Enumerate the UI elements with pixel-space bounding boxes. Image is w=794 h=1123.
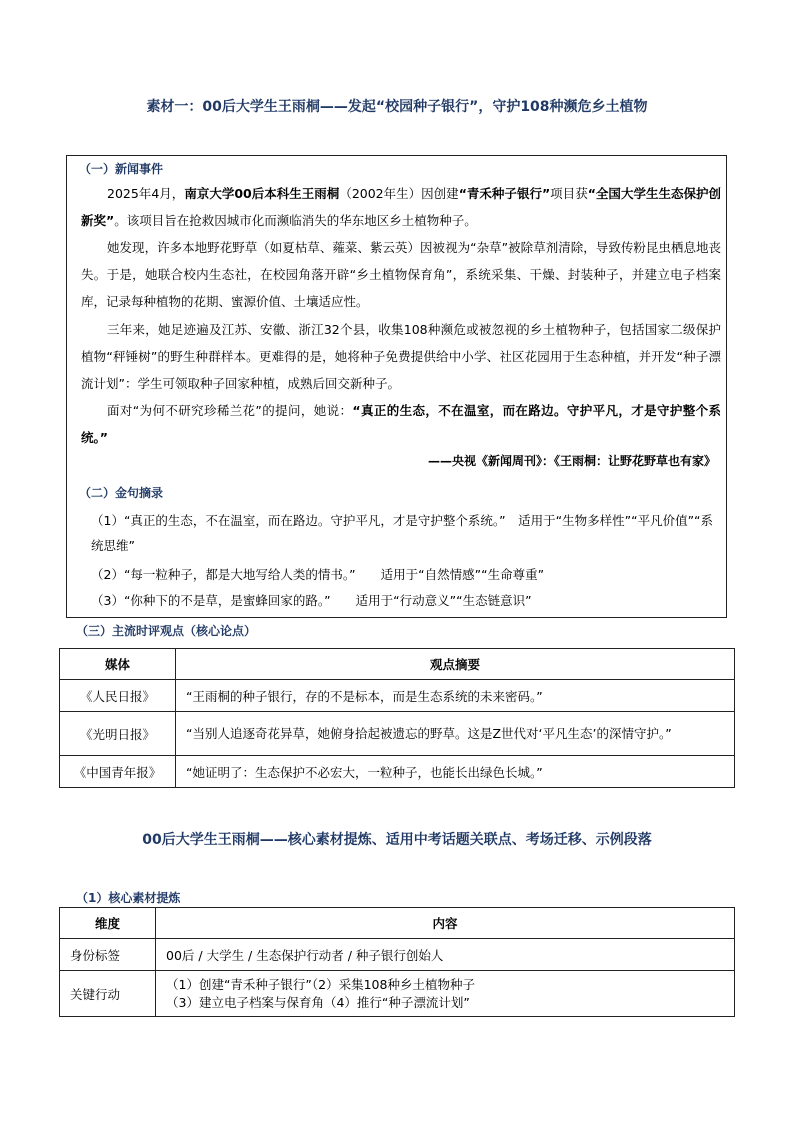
- news-section-label: （一）新闻事件: [79, 162, 164, 176]
- news-paragraph-2: 她发现，许多本地野花野草（如夏枯草、蕹菜、紫云英）因被视为“杂草”被除草剂清除，导致传粉昆虫栖息地丧失。于是，她联合校内生态社，在校园角落开辟“乡土植物保育角”，系统采集、干燥、封装种子，并建立电子档案库，记录每种植物的花期、蜜源价值、土壤适应性。: [81, 240, 721, 309]
- quotes-section-label: （二）金句摘录: [79, 486, 164, 500]
- comments-section-label: （三）主流时评观点（核心论点）: [76, 624, 257, 638]
- core-content-line: （1）创建“青禾种子银行”（2）采集108种乡土植物种子: [166, 976, 475, 992]
- table-row: [60, 971, 735, 1017]
- media-name: 《中国青年报》: [60, 756, 176, 788]
- core-content: 00后 / 大学生 / 生态保护行动者 / 种子银行创始人: [156, 939, 735, 971]
- table-header-cell: 媒体: [60, 649, 176, 680]
- table-row: [60, 756, 735, 788]
- core-content-line: （3）建立电子档案与保育角（4）推行“种子漂流计划”: [166, 994, 470, 1010]
- table-row: [60, 939, 735, 971]
- news-box: [66, 155, 727, 618]
- page-title: 素材一：00后大学生王雨桐——发起“校园种子银行”，守护108种濒危乡土植物: [146, 99, 648, 115]
- table-header-cell: 维度: [60, 908, 156, 939]
- news-paragraph-3: 三年来，她足迹遍及江苏、安徽、浙江32个县，收集108种濒危或被忽视的乡土植物种子，包括国家二级保护植物“秤锤树”的野生种群样本。更难得的是，她将种子免费提供给中小学、社区花园用于生态种植，并开发“种子漂流计划”：学生可领取种子回家种植，成熟后回交新种子。: [81, 322, 721, 391]
- table-header-cell: 观点摘要: [176, 649, 735, 680]
- media-comment: “她证明了：生态保护不必宏大，一粒种子，也能长出绿色长城。”: [176, 756, 735, 788]
- core-section-label: （1）核心素材提炼: [76, 891, 181, 905]
- core-dimension: 身份标签: [60, 939, 156, 971]
- news-paragraph-4: 面对“为何不研究珍稀兰花”的提问，她说：“真正的生态，不在温室，而在路边。守护平凡，才是守护整个系统。”: [81, 403, 722, 445]
- news-source: ——央视《新闻周刊》：《王雨桐：让野花野草也有家》: [427, 454, 716, 468]
- table-header-cell: 内容: [156, 908, 735, 939]
- media-name: 《人民日报》: [60, 680, 176, 712]
- table-row: [60, 680, 735, 712]
- news-paragraph-1: 2025年4月，南京大学00后本科生王雨桐（2002年生）因创建“青禾种子银行”项目获“全国大学生生态保护创新奖”。该项目旨在抢救因城市化而濒临消失的华东地区乡土植物种子。: [81, 186, 721, 228]
- table-header-row: [60, 908, 735, 939]
- core-table: [59, 907, 735, 1017]
- media-comment: “王雨桐的种子银行，存的不是标本，而是生态系统的未来密码。”: [176, 680, 735, 712]
- comments-table: [59, 648, 735, 788]
- quote-item: （3）“你种下的不是草，是蜜蜂回家的路。” 适用于“行动意义”“生态链意识”: [91, 593, 532, 608]
- quote-item: （2）“每一粒种子，都是大地写给人类的情书。” 适用于“自然情感”“生命尊重”: [91, 567, 545, 582]
- table-row: [60, 712, 735, 756]
- table-header-row: [60, 649, 735, 680]
- quote-item: （1）“真正的生态，不在温室，而在路边。守护平凡，才是守护整个系统。” 适用于“生物多样性”“平凡价值”“系统思维”: [91, 513, 714, 553]
- section-title: 00后大学生王雨桐——核心素材提炼、适用中考话题关联点、考场迁移、示例段落: [142, 832, 652, 848]
- media-comment: “当别人追逐奇花异草，她俯身拾起被遗忘的野草。这是Z世代对‘平凡生态’的深情守护。”: [176, 712, 735, 756]
- core-dimension: 关键行动: [60, 971, 156, 1017]
- core-content: [156, 971, 735, 1017]
- media-name: 《光明日报》: [60, 712, 176, 756]
